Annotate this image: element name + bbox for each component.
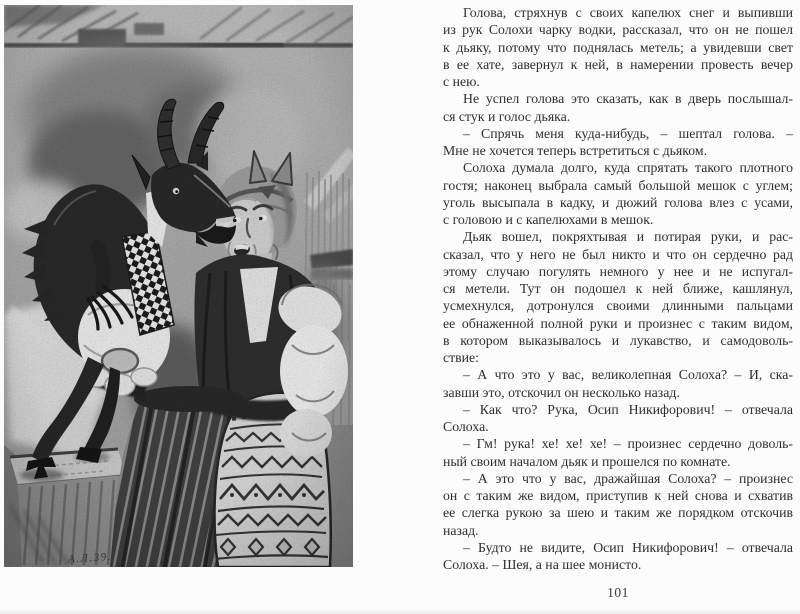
text-line: ся метели. Тут он подошел к ней ближе, кашлянул, xyxy=(443,281,793,296)
text-line: – Как что? Рука, Осип Никифорович! – отвечала xyxy=(463,401,793,417)
text-line: ее обнаженной полной руки и произнес с таким видом, xyxy=(443,315,793,331)
text-line: сказал, что у него не был никто и что он сердечно рад xyxy=(443,246,793,262)
text-line: Солоха. xyxy=(443,419,489,434)
text-line: гостя; наконец выбрала самый большой мешок с углем; xyxy=(443,177,793,193)
text-line: Голова, стряхнув с своих капелюх снег и выпивши xyxy=(463,5,793,20)
vignette-overlay xyxy=(4,5,353,567)
text-line: в ее хате, завернул к ней, в намерении провесть вечер xyxy=(443,56,793,72)
text-line: – А что это у вас, великолепная Солоха? – И, ска- xyxy=(463,367,793,383)
text-line: Дьяк вошел, покряхтывая и потирая руки, и рас- xyxy=(463,229,793,245)
page-number: 101 xyxy=(607,585,629,600)
book-illustration xyxy=(4,5,353,567)
text-line: – Гм! рука! хе! хе! хе! – произнес сердечно доволь- xyxy=(463,436,793,452)
text-line: Мне не хочется теперь встретиться с дьяком. xyxy=(443,143,708,158)
text-line: с головою и с капелюхами в мешок. xyxy=(443,212,654,227)
text-column xyxy=(443,4,793,573)
text-line: ся стук и голос дьяка. xyxy=(443,108,571,124)
text-line: назад. xyxy=(443,522,479,538)
text-line: ее слегка рукою за шею и таким же порядком отскочив xyxy=(443,505,793,521)
text-line: к дьяку, потому что поднялась метель; а увидевши свет xyxy=(443,39,793,55)
text-line: с нею. xyxy=(443,74,480,89)
text-line: из рук Солохи чарку водки, рассказал, что он не пошел xyxy=(443,22,793,38)
text-line: ный своим началом дьяк и прошелся по комнате. xyxy=(443,453,731,469)
text-line: – Будто не видите, Осип Никифорович! – отвечала xyxy=(463,539,793,555)
text-line: Солоха. – Шея, а на шее монисто. xyxy=(443,557,642,572)
text-line: завши это, отскочил он несколько назад. xyxy=(443,384,680,400)
text-line: усмехнулся, дотронулся своими длинными пальцами xyxy=(443,298,793,314)
illustration-svg xyxy=(4,5,353,567)
text-line: уголь высыпала в кадку, и дюжий голова влез с усами, xyxy=(443,194,793,210)
text-line: ствие: xyxy=(443,350,480,365)
text-line: он с таким же видом, приступив к ней снова и схватив xyxy=(443,488,793,503)
text-line: – Спрячь меня куда-нибудь, – шептал голова. – xyxy=(463,125,793,141)
text-line: этому случаю погулять немного у нее и не испугал- xyxy=(443,263,793,279)
text-line: в котором выказывалось и лукавство, и самодоволь- xyxy=(443,332,793,348)
text-line: Солоха думала долго, куда спрятать такого плотного xyxy=(463,160,793,176)
illustration-scene xyxy=(4,5,353,567)
text-line: Не успел голова это сказать, как в дверь послышал- xyxy=(463,91,793,107)
text-line: – А это что у вас, дражайшая Солоха? – произнес xyxy=(463,470,793,486)
page-bottom-shadow xyxy=(0,609,800,614)
